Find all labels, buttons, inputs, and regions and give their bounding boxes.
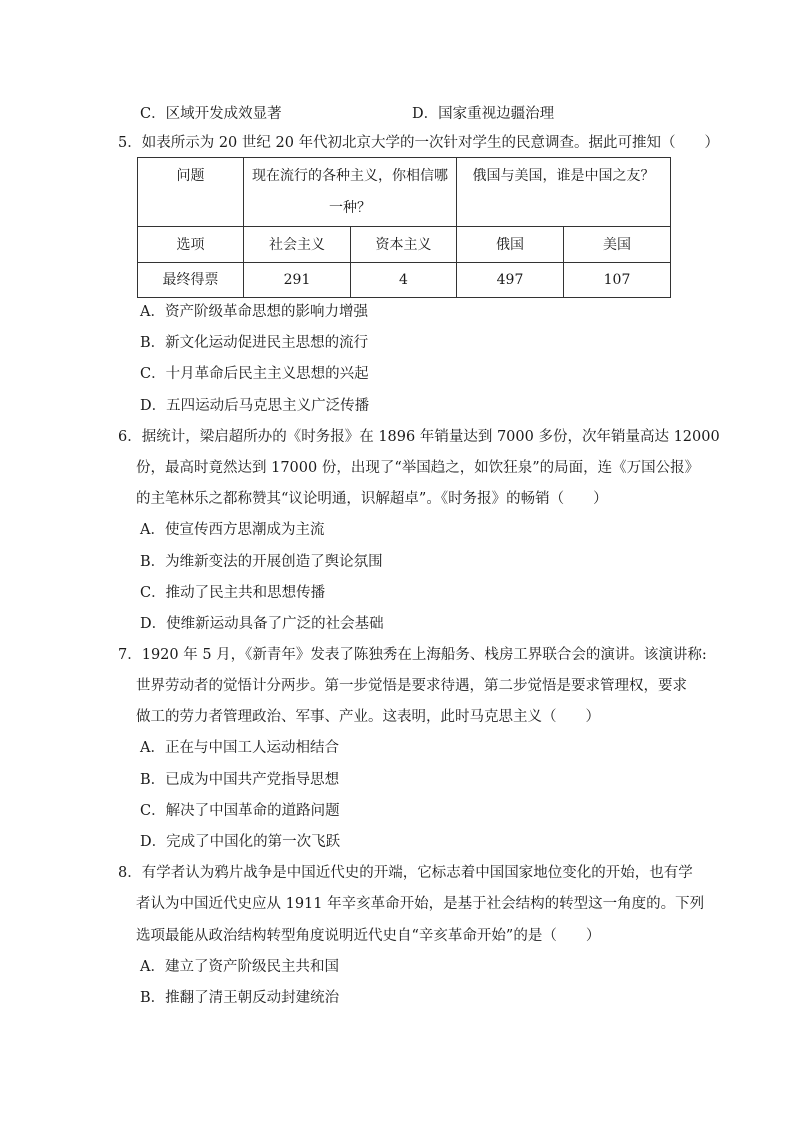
table-header-q1: 现在流行的各种主义，你相信哪一种？: [244, 158, 457, 227]
q8-stem-line: 者认为中国近代史应从 1911 年辛亥革命开始，是基于社会结构的转型这一角度的。下列: [136, 896, 705, 912]
table-cell-votes: 107: [564, 263, 671, 298]
q8-option-b: B．推翻了清王朝反动封建统治: [140, 990, 340, 1006]
q4-options-row: [140, 102, 700, 122]
q6-stem-line: 份，最高时竟然达到 17000 份，出现了“举国趋之，如饮狂泉”的局面，连《万国公报》: [136, 460, 700, 476]
table-row-label-votes: 最终得票: [138, 263, 244, 298]
q7-stem-line: 做工的劳力者管理政治、军事、产业。这表明，此时马克思主义（ ）: [136, 709, 600, 725]
q7-option-b: B．已成为中国共产党指导思想: [140, 772, 340, 788]
q7-stem-line: 7．1920 年 5 月，《新青年》发表了陈独秀在上海船务、栈房工界联合会的演讲。该演讲称:: [118, 647, 707, 663]
q5-stem: 5．如表所示为 20 世纪 20 年代初北京大学的一次针对学生的民意调查。据此可推知（ ）: [118, 135, 720, 151]
table-cell-votes: 4: [351, 263, 457, 298]
q7-option-d: D．完成了中国化的第一次飞跃: [140, 834, 341, 850]
table-cell-option: 社会主义: [244, 227, 351, 263]
q5-option-b: B．新文化运动促进民主思想的流行: [140, 335, 369, 351]
q7-stem-line: 世界劳动者的觉悟计分两步。第一步觉悟是要求待遇，第二步觉悟是要求管理权，要求: [136, 678, 687, 694]
q8-stem-line: 选项最能从政治结构转型角度说明近代史自“辛亥革命开始”的是（ ）: [136, 928, 601, 944]
table-cell-option: 美国: [564, 227, 671, 263]
q5-option-a: A．资产阶级革命思想的影响力增强: [140, 304, 368, 320]
q4-option-d: D．国家重视边疆治理: [412, 106, 555, 122]
q6-stem-line: 的主笔林乐之都称赞其“议论明通，识解超卓”。《时务报》的畅销（ ）: [136, 491, 608, 507]
table-row-label-option: 选项: [138, 227, 244, 263]
table-cell-votes: 291: [244, 263, 351, 298]
table-header-issue: 问题: [138, 158, 244, 227]
q8-stem-line: 8．有学者认为鸦片战争是中国近代史的开端，它标志着中国国家地位变化的开始，也有学: [118, 865, 693, 881]
q7-option-c: C．解决了中国革命的道路问题: [140, 803, 340, 819]
q6-stem-line: 6．据统计，梁启超所办的《时务报》在 1896 年销量达到 7000 多份，次年销量高达 12000: [118, 429, 720, 445]
q6-option-d: D．使维新运动具备了广泛的社会基础: [140, 616, 384, 632]
q5-option-d: D．五四运动后马克思主义广泛传播: [140, 398, 370, 414]
q7-option-a: A．正在与中国工人运动相结合: [140, 740, 339, 756]
table-header-q2: 俄国与美国，谁是中国之友？: [457, 158, 671, 227]
q5-option-c: C．十月革命后民主主义思想的兴起: [140, 366, 369, 382]
q6-option-a: A．使宣传西方思潮成为主流: [140, 522, 325, 538]
q6-option-c: C．推动了民主共和思想传播: [140, 585, 326, 601]
q6-option-b: B．为维新变法的开展创造了舆论氛围: [140, 554, 383, 570]
table-cell-votes: 497: [457, 263, 564, 298]
table-cell-option: 资本主义: [351, 227, 457, 263]
survey-table: [137, 157, 671, 298]
table-cell-option: 俄国: [457, 227, 564, 263]
q4-option-c: C．区域开发成效显著: [140, 106, 282, 122]
q8-option-a: A．建立了资产阶级民主共和国: [140, 959, 339, 975]
